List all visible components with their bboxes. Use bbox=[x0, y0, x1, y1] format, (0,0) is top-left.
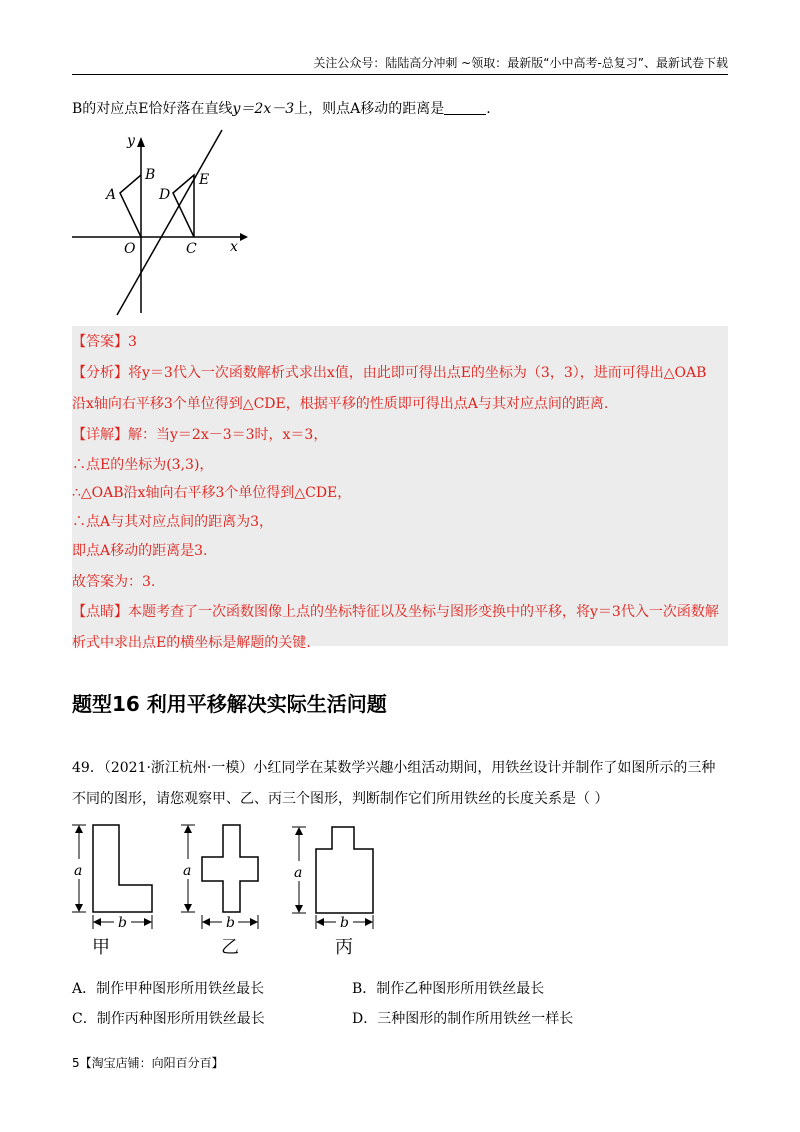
y-axis-arrow bbox=[137, 137, 145, 147]
dim-a-arrow-up bbox=[184, 825, 192, 833]
dim-b-arrow-left bbox=[93, 918, 101, 926]
detail-line-1 bbox=[72, 424, 327, 444]
question-end: . bbox=[486, 101, 491, 117]
label-C: C bbox=[186, 241, 197, 257]
figure-label-yi: 乙 bbox=[221, 937, 239, 958]
figure-jia bbox=[72, 825, 152, 958]
dim-b-arrow-left bbox=[316, 918, 324, 926]
option-b[interactable]: B．制作乙种图形所用铁丝最长 bbox=[352, 981, 545, 997]
answer-tag: 【答案】 bbox=[72, 334, 128, 350]
analysis-tag: 【分析】 bbox=[72, 365, 128, 381]
label-x: x bbox=[230, 239, 238, 255]
figure-label-bing: 丙 bbox=[335, 937, 353, 958]
comment-line-1 bbox=[72, 601, 719, 621]
question-part1: B的对应点E恰好落在直线 bbox=[72, 101, 233, 117]
analysis-line-2: 沿x轴向右平移3个单位得到△CDE，根据平移的性质即可得出点A与其对应点间的距离. bbox=[72, 396, 609, 412]
label-A: A bbox=[106, 187, 117, 203]
label-E: E bbox=[199, 172, 210, 188]
option-a[interactable]: A．制作甲种图形所用铁丝最长 bbox=[72, 981, 265, 997]
detail-text-1: 解：当y＝2x－3＝3时，x＝3， bbox=[128, 427, 328, 443]
dim-a-label: a bbox=[74, 863, 83, 879]
figure-label-jia: 甲 bbox=[92, 937, 110, 958]
coordinate-graph bbox=[72, 125, 252, 320]
step-5: 故答案为：3. bbox=[72, 574, 156, 590]
line-y-2x-3 bbox=[117, 130, 222, 315]
step-2: ∴△OAB沿x轴向右平移3个单位得到△CDE， bbox=[72, 485, 352, 501]
page-header: 关注公众号：陆陆高分冲刺 ~领取：最新版“小中高考-总复习”、最新试卷下载 bbox=[313, 56, 728, 70]
dim-a-label: a bbox=[183, 863, 192, 879]
step-4: 即点A移动的距离是3. bbox=[72, 543, 208, 559]
dim-b-label: b bbox=[118, 915, 127, 931]
line-formula: y＝2x－3 bbox=[232, 101, 295, 117]
dim-b-label: b bbox=[226, 915, 235, 931]
dim-b-arrow-right bbox=[144, 918, 152, 926]
section-title: 题型16 利用平移解决实际生活问题 bbox=[72, 692, 387, 716]
analysis-text-1: 将y＝3代入一次函数解析式求出x值，由此即可得出点E的坐标为（3，3），进而可得出△OAB bbox=[128, 365, 707, 381]
question-tail bbox=[72, 98, 491, 118]
dim-a-arrow-down bbox=[295, 905, 303, 913]
answer-blank bbox=[444, 100, 486, 115]
figure-bing bbox=[292, 827, 373, 958]
dim-b-arrow-right bbox=[365, 918, 373, 926]
option-c[interactable]: C．制作丙种图形所用铁丝最长 bbox=[72, 1011, 265, 1027]
option-d[interactable]: D．三种图形的制作所用铁丝一样长 bbox=[352, 1011, 574, 1027]
label-y: y bbox=[127, 133, 135, 149]
page-number: 5 bbox=[72, 1056, 80, 1070]
label-D: D bbox=[159, 187, 171, 203]
step-3: ∴点A与其对应点间的距离为3， bbox=[72, 514, 274, 530]
analysis-line-1 bbox=[72, 362, 706, 382]
dim-a-label: a bbox=[294, 865, 303, 881]
dim-b-label: b bbox=[340, 915, 349, 931]
dim-a-arrow-up bbox=[295, 827, 303, 835]
answer-value: 3 bbox=[128, 334, 137, 350]
header-rule bbox=[72, 74, 728, 75]
dim-a-arrow-down bbox=[75, 904, 83, 912]
comment-line-2: 析式中求出点E的横坐标是解题的关键. bbox=[72, 635, 311, 651]
footer-shop: 【淘宝店铺：向阳百分百】 bbox=[79, 1056, 224, 1070]
dim-a-arrow-up bbox=[75, 825, 83, 833]
label-O: O bbox=[124, 241, 136, 257]
dim-b-arrow-left bbox=[202, 918, 210, 926]
dim-a-arrow-down bbox=[184, 904, 192, 912]
wire-figures bbox=[64, 815, 404, 965]
shape-jia bbox=[93, 825, 152, 912]
step-1: ∴点E的坐标为(3,3)， bbox=[72, 457, 214, 473]
triangle-OAB bbox=[120, 175, 141, 237]
dim-b-arrow-right bbox=[250, 918, 258, 926]
comment-tag: 【点睛】 bbox=[72, 604, 128, 620]
question-part2: 上，则点A移动的距离是 bbox=[294, 101, 445, 117]
q49-line-1: 49．（2021·浙江杭州·一模）小红同学在某数学兴趣小组活动期间，用铁丝设计并制作了如图所示的三种 bbox=[72, 760, 716, 776]
figure-yi bbox=[181, 825, 258, 958]
answer-line bbox=[72, 331, 137, 351]
x-axis-arrow bbox=[240, 233, 248, 241]
label-B: B bbox=[145, 167, 156, 183]
shape-bing bbox=[316, 827, 373, 913]
detail-tag: 【详解】 bbox=[72, 427, 128, 443]
comment-text-1: 本题考查了一次函数图像上点的坐标特征以及坐标与图形变换中的平移，将y＝3代入一次函数解 bbox=[128, 604, 719, 620]
page-footer bbox=[72, 1054, 224, 1071]
shape-yi bbox=[202, 825, 258, 912]
q49-line-2: 不同的图形，请您观察甲、乙、丙三个图形，判断制作它们所用铁丝的长度关系是（ ） bbox=[72, 791, 609, 807]
